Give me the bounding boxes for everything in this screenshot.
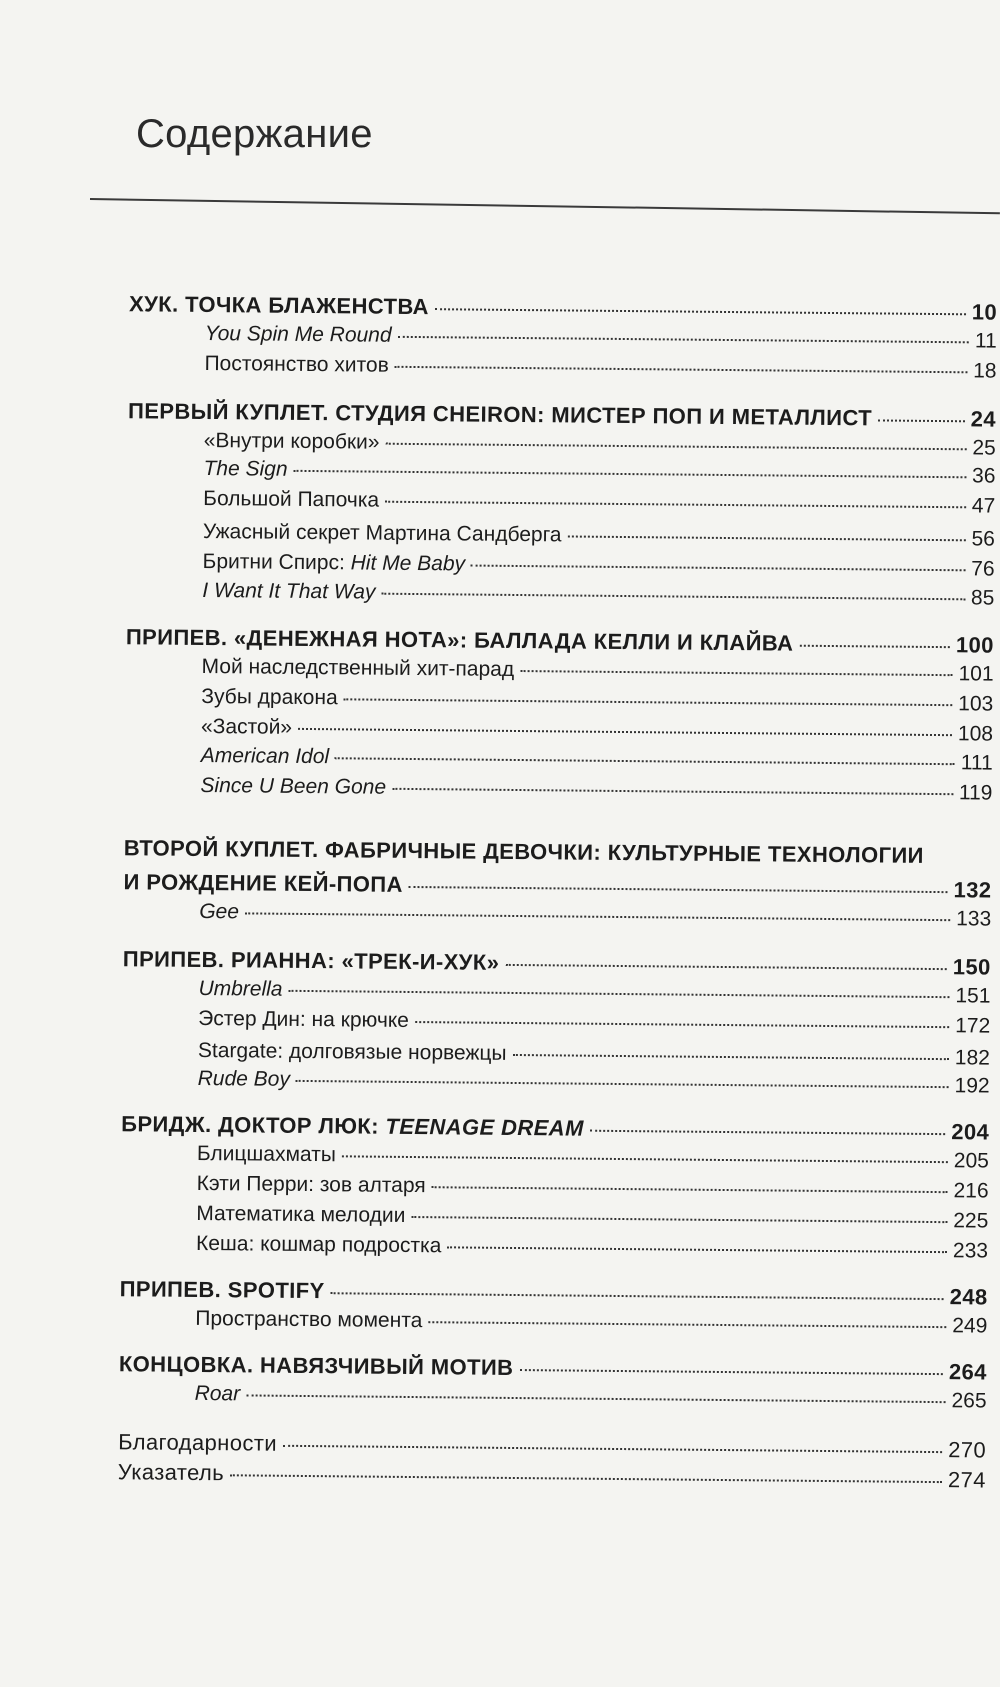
toc-chapter-entry[interactable]: [118, 1459, 986, 1493]
toc-entry-label: [126, 624, 794, 656]
toc-section-entry[interactable]: [198, 1067, 990, 1099]
toc-entry-label: [203, 457, 287, 482]
dot-leader: [289, 990, 950, 998]
toc-section-entry[interactable]: [198, 1007, 990, 1039]
toc-entry-label-text: I Want It That Way: [202, 578, 376, 604]
toc-section-entry[interactable]: [204, 352, 996, 384]
toc-entry-label-text: Мой наследственный хит-парад: [201, 654, 515, 681]
toc-page-number: 119: [958, 781, 993, 805]
toc-page-number: 24: [970, 406, 997, 432]
toc-page-number: 11: [974, 329, 997, 353]
toc-entry-label-text: ПЕРВЫЙ КУПЛЕТ. СТУДИЯ CHEIRON: МИСТЕР ПОП И МЕТАЛЛИСТ: [127, 398, 873, 431]
toc-section-entry[interactable]: [199, 900, 991, 932]
toc-entry-label: [195, 1307, 422, 1333]
toc-entry-label: [202, 550, 465, 577]
toc-entry-label: [128, 398, 872, 431]
dot-leader: [799, 645, 950, 648]
toc-page-number: 270: [948, 1437, 987, 1463]
toc-entry-label: [197, 1172, 426, 1198]
toc-chapter-entry[interactable]: [123, 946, 991, 980]
dot-leader: [432, 1186, 948, 1193]
toc-entry-label-text: Бритни Спирс:: [202, 549, 351, 575]
toc-section-entry[interactable]: [204, 429, 996, 461]
toc-page-number: 150: [952, 954, 991, 980]
toc-page-number: 172: [955, 1014, 991, 1038]
toc-page-number: 205: [953, 1149, 990, 1173]
toc-page-number: 274: [947, 1467, 986, 1493]
toc-page-number: 101: [958, 662, 994, 686]
toc-entry-label: [121, 1111, 584, 1141]
toc-entry-label: [198, 1067, 290, 1092]
toc-entry-label-italic: Hit Me Baby: [350, 551, 466, 576]
dot-leader: [411, 1216, 947, 1223]
toc-chapter-title-line1: ВТОРОЙ КУПЛЕТ. ФАБРИЧНЫЕ ДЕВОЧКИ: КУЛЬТУРНЫЕ ТЕХНОЛОГИИ: [123, 835, 924, 868]
dot-leader: [344, 698, 953, 706]
toc-page-number: 132: [953, 877, 992, 903]
toc-entry-label: [203, 487, 379, 513]
toc-section-entry[interactable]: [198, 977, 990, 1009]
dot-leader: [385, 443, 966, 451]
toc-section-entry[interactable]: [195, 1382, 987, 1414]
toc-section-entry[interactable]: [196, 1202, 988, 1234]
toc-entry-label: [198, 977, 282, 1002]
toc-entry-label: [118, 1429, 277, 1457]
toc-entry-label: [201, 655, 514, 682]
dot-leader: [296, 1080, 949, 1088]
toc-entry-label: [198, 1007, 409, 1033]
toc-entry-label: [129, 291, 429, 320]
toc-page-number: 151: [955, 984, 991, 1008]
toc-entry-label: [119, 1351, 514, 1381]
toc-page-number: 204: [951, 1119, 990, 1145]
dot-leader: [385, 501, 966, 509]
toc-section-entry[interactable]: [203, 457, 995, 489]
toc-entry-label-text: Пространство момента: [195, 1306, 423, 1333]
toc-entry-label-text: Umbrella: [198, 976, 283, 1001]
toc-section-entry[interactable]: [203, 520, 995, 552]
dot-leader: [505, 964, 947, 970]
toc-page-number: 265: [951, 1389, 987, 1413]
toc-entry-label-text: КОНЦОВКА. НАВЯЗЧИВЫЙ МОТИВ: [118, 1351, 514, 1380]
toc-section-entry[interactable]: [201, 715, 993, 747]
toc-entry-label: [120, 1276, 325, 1304]
toc-chapter-entry[interactable]: [119, 1351, 987, 1385]
toc-page-number: 192: [954, 1074, 990, 1098]
dot-leader: [447, 1246, 947, 1253]
dot-leader: [471, 565, 965, 572]
toc-page-number: 249: [952, 1314, 988, 1338]
toc-entry-label-text: Блицшахматы: [196, 1141, 336, 1167]
dot-leader: [513, 1054, 949, 1060]
toc-page-number: 25: [972, 436, 996, 460]
toc-entry-label-text: Благодарности: [118, 1429, 278, 1456]
dot-leader: [415, 1021, 949, 1028]
dot-leader: [395, 366, 967, 373]
toc-page-number: 18: [973, 359, 997, 383]
toc-entry-label-text: Since U Been Gone: [200, 773, 387, 799]
toc-page-number: 36: [972, 464, 996, 488]
toc-entry-label-text: You Spin Me Round: [204, 321, 392, 347]
toc-page-number: 248: [949, 1284, 988, 1310]
toc-entry-label: [123, 946, 500, 976]
dot-leader: [331, 1292, 944, 1300]
toc-entry-label-text: Постоянство хитов: [204, 351, 389, 377]
toc-section-entry[interactable]: [198, 1039, 990, 1071]
toc-entry-label-text: Эстер Дин: на крючке: [198, 1006, 410, 1032]
toc-chapter-entry[interactable]: [128, 398, 996, 432]
toc-entry-label-text: Большой Папочка: [203, 486, 380, 512]
dot-leader: [294, 470, 967, 478]
page-title: Содержание: [136, 112, 373, 156]
toc-entry-label-italic: TEENAGE DREAM: [385, 1113, 584, 1141]
toc-page-number: 100: [955, 632, 994, 658]
toc-entry-label: [198, 1039, 507, 1066]
toc-page-number: 76: [971, 557, 995, 581]
toc-entry-label: [201, 685, 338, 710]
toc-entry-label-text: Кэти Перри: зов алтаря: [196, 1171, 426, 1198]
toc-entry-label: [196, 1232, 442, 1258]
toc-chapter-entry[interactable]: [118, 1429, 986, 1463]
toc-chapter-entry[interactable]: [129, 291, 997, 325]
toc-entry-label-text: ПРИПЕВ. «ДЕНЕЖНАЯ НОТА»: БАЛЛАДА КЕЛЛИ И КЛАЙВА: [125, 624, 794, 656]
toc-page-number: 233: [952, 1239, 989, 1263]
dot-leader: [298, 728, 952, 736]
dot-leader: [381, 593, 965, 601]
toc-entry-label: [197, 1142, 336, 1167]
toc-section-entry[interactable]: [201, 744, 993, 776]
dot-leader: [435, 308, 966, 315]
toc-section-entry[interactable]: [195, 1307, 987, 1339]
toc-page-number: 182: [954, 1046, 990, 1070]
toc-entry-label: [202, 579, 375, 605]
toc-entry-label-text: Кеша: кошмар подростка: [195, 1231, 442, 1258]
toc-entry-label: [204, 352, 389, 378]
toc-entry-label: [205, 322, 392, 348]
toc-entry-label-text: Stargate: долговязые норвежцы: [197, 1038, 507, 1065]
dot-leader: [568, 535, 966, 541]
toc-page-number: 108: [957, 722, 994, 746]
toc-section-entry[interactable]: [201, 685, 993, 717]
toc-entry-label-text: Roar: [194, 1381, 241, 1406]
toc-chapter-entry[interactable]: [121, 1111, 989, 1145]
toc-page-number: 103: [958, 692, 994, 716]
dot-leader: [392, 788, 953, 795]
toc-section-entry[interactable]: [196, 1232, 988, 1264]
dot-leader: [590, 1130, 946, 1135]
toc-page-number: 216: [953, 1179, 989, 1203]
toc-section-entry[interactable]: [200, 774, 992, 806]
dot-leader: [519, 1369, 943, 1375]
toc-section-entry[interactable]: [203, 487, 995, 519]
toc-page-number: 111: [960, 751, 993, 775]
dot-leader: [398, 336, 969, 343]
toc-entry-label: [204, 429, 380, 455]
toc-page-number: 133: [956, 907, 992, 931]
toc-page-number: 10: [971, 299, 998, 325]
dot-leader: [878, 419, 965, 422]
toc-entry-label-text: Rude Boy: [197, 1066, 290, 1091]
dot-leader: [283, 1445, 942, 1453]
dot-leader: [409, 886, 948, 893]
toc-entry-label: [201, 715, 292, 740]
dot-leader: [520, 670, 952, 676]
toc-entry-label: [201, 744, 330, 769]
toc-section-entry[interactable]: [202, 579, 994, 611]
dot-leader: [342, 1155, 948, 1163]
toc-chapter-entry[interactable]: [126, 624, 994, 658]
toc-page-number: 264: [948, 1359, 987, 1385]
toc-entry-label-text: «Застой»: [200, 714, 293, 739]
toc-page-number: 85: [970, 586, 995, 610]
toc-entry-label: [200, 774, 386, 800]
toc-page-number: 56: [971, 527, 995, 551]
toc-page-number: 47: [971, 494, 996, 518]
dot-leader: [246, 1394, 945, 1403]
toc-entry-label-text: Математика мелодии: [196, 1201, 406, 1227]
toc-section-entry[interactable]: [197, 1142, 989, 1174]
toc-entry-label-text: ПРИПЕВ. SPOTIFY: [119, 1276, 325, 1304]
toc-entry-label-text: И РОЖДЕНИЕ КЕЙ-ПОПА: [123, 869, 403, 897]
toc-entry-label: [196, 1202, 405, 1228]
toc-entry-label-text: American Idol: [200, 743, 330, 769]
toc-entry-label-text: БРИДЖ. ДОКТОР ЛЮК:: [121, 1111, 386, 1139]
toc-entry-label-text: The Sign: [203, 456, 288, 481]
toc-chapter-entry[interactable]: [120, 1276, 988, 1310]
toc-entry-label: [123, 869, 403, 898]
toc-entry-label-text: Gee: [199, 899, 240, 924]
toc-entry-label-text: «Внутри коробки»: [203, 428, 380, 454]
toc-section-entry[interactable]: [197, 1172, 989, 1204]
toc-entry-label-text: Ужасный секрет Мартина Сандберга: [202, 519, 562, 547]
toc-section-entry[interactable]: [201, 655, 993, 687]
toc-entry-label-text: ПРИПЕВ. РИАННА: «ТРЕК-И-ХУК»: [122, 946, 500, 975]
dot-leader: [335, 757, 955, 765]
toc-entry-label-text: ХУК. ТОЧКА БЛАЖЕНСТВА: [128, 291, 429, 320]
dot-leader: [245, 912, 950, 921]
toc-entry-label: [199, 900, 239, 924]
toc-section-entry[interactable]: [202, 550, 994, 582]
toc-chapter-entry[interactable]: [123, 869, 991, 903]
toc-entry-label-text: Зубы дракона: [201, 684, 338, 710]
toc-entry-label: [118, 1459, 224, 1486]
toc-section-entry[interactable]: [205, 322, 997, 354]
dot-leader: [230, 1474, 942, 1483]
dot-leader: [428, 1321, 946, 1328]
toc-entry-label-text: Указатель: [117, 1459, 225, 1486]
toc-page-number: 225: [953, 1209, 989, 1233]
toc-entry-label: [195, 1382, 241, 1406]
toc-entry-label: [203, 520, 562, 547]
